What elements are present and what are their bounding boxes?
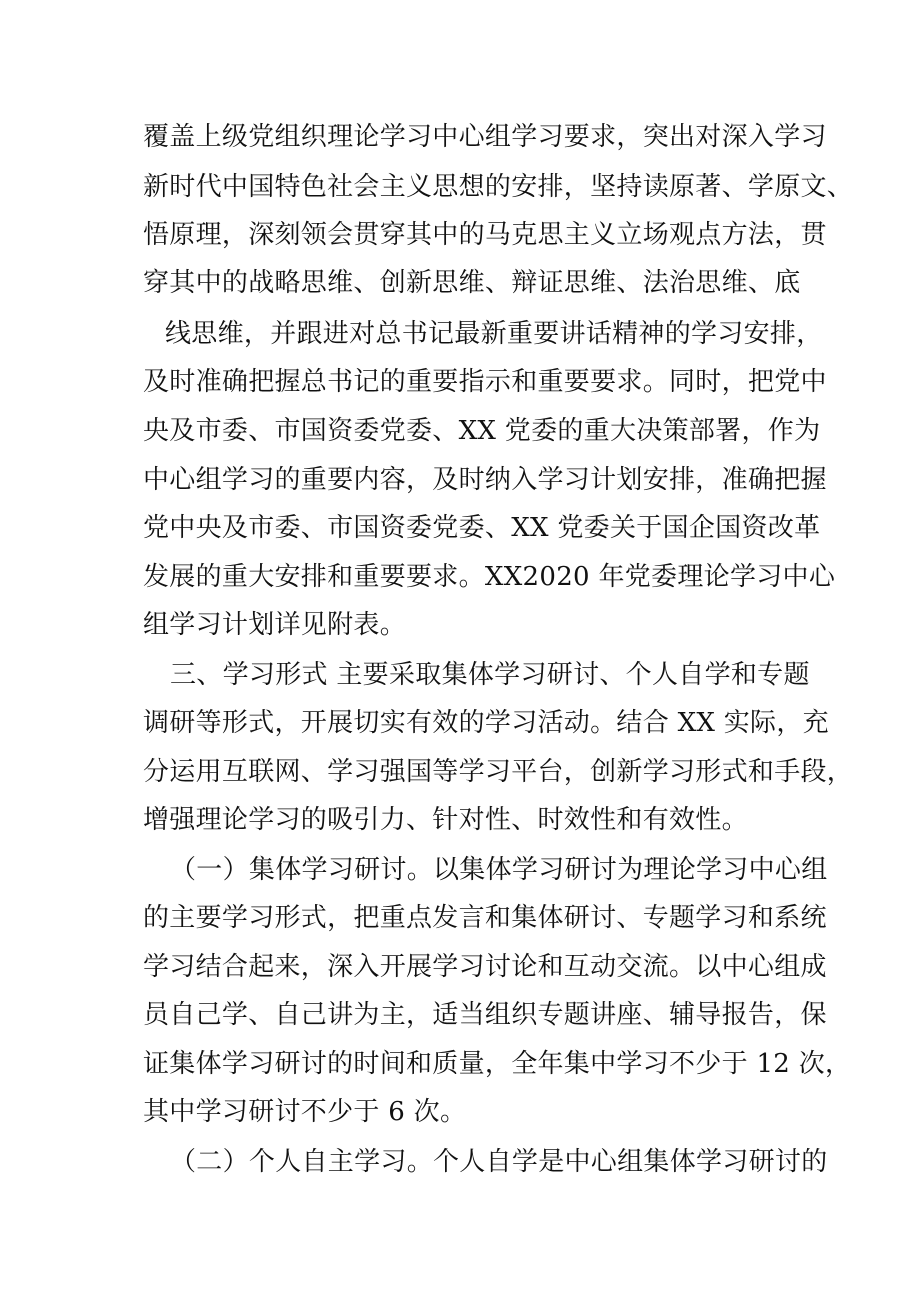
text-line: 覆盖上级党组织理论学习中心组学习要求，突出对深入学习	[143, 122, 827, 152]
text-line: 新时代中国特色社会主义思想的安排，坚持读原著、学原文、	[143, 172, 854, 202]
text-line: 增强理论学习的吸引力、针对性、时效性和有效性。	[143, 805, 748, 835]
text-line: 线思维，并跟进对总书记最新重要讲话精神的学习安排，	[165, 319, 823, 349]
subsection-heading-line: （二）个人自主学习。个人自学是中心组集体学习研讨的	[170, 1147, 828, 1177]
text-line: 组学习计划详见附表。	[143, 610, 407, 640]
text-line: 悟原理，深刻领会贯穿其中的马克思主义立场观点方法，贯	[143, 220, 827, 250]
text-line: 学习结合起来，深入开展学习讨论和互动交流。以中心组成	[143, 952, 827, 982]
text-line: 的主要学习形式，把重点发言和集体研讨、专题学习和系统	[143, 903, 827, 933]
text-line: 党中央及市委、市国资委党委、XX 党委关于国企国资改革	[143, 513, 821, 543]
subsection-heading-line: （一）集体学习研讨。以集体学习研讨为理论学习中心组	[170, 855, 828, 885]
text-line: 发展的重大安排和重要要求。XX2020 年党委理论学习中心	[143, 562, 836, 592]
text-line: 员自己学、自己讲为主，适当组织专题讲座、辅导报告，保	[143, 1000, 827, 1030]
text-line: 央及市委、市国资委党委、XX 党委的重大决策部署，作为	[143, 416, 821, 446]
text-line: 调研等形式，开展切实有效的学习活动。结合 XX 实际，充	[143, 708, 829, 738]
text-line: 证集体学习研讨的时间和质量，全年集中学习不少于 12 次，	[143, 1049, 852, 1079]
text-line: 分运用互联网、学习强国等学习平台，创新学习形式和手段，	[143, 757, 854, 787]
text-line: 及时准确把握总书记的重要指示和重要要求。同时，把党中	[143, 367, 827, 397]
text-line: 穿其中的战略思维、创新思维、辩证思维、法治思维、底	[143, 268, 801, 298]
section-heading-line: 三、学习形式 主要采取集体学习研讨、个人自学和专题	[170, 660, 810, 690]
text-line: 中心组学习的重要内容，及时纳入学习计划安排，准确把握	[143, 465, 827, 495]
text-line: 其中学习研讨不少于 6 次。	[143, 1097, 467, 1127]
